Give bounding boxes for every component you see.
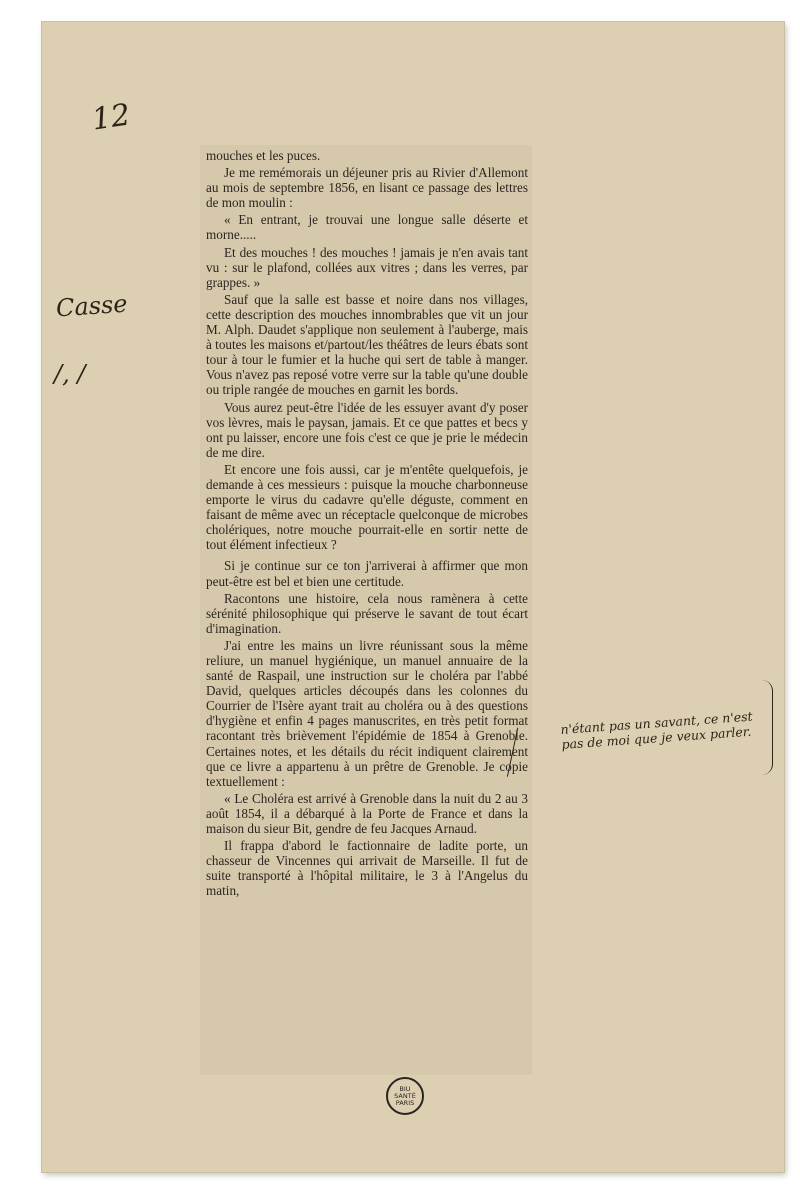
paragraph: Et des mouches ! des mouches ! jamais je n'en avais tant vu : sur le plafond, collées aux vitres ; dans les verres, par grappes. »	[206, 244, 528, 290]
stamp-line: PARIS	[395, 1098, 415, 1107]
paragraph: Racontons une histoire, cela nous ramènera à cette sérénité philosophique qui préserve le savant de tout écart d'imagination.	[206, 590, 528, 636]
paragraph: mouches et les puces.	[206, 148, 321, 163]
library-stamp	[386, 1077, 424, 1115]
stamp-line: BIU	[399, 1084, 411, 1093]
paragraph: Il frappa d'abord le factionnaire de ladite porte, un chasseur de Vincennes qui arrivait de Marseille. Il fut de suite transporté à l'hôpital militaire, le 3 à l'Angelus du matin,	[206, 838, 528, 899]
paragraph: J'ai entre les mains un livre réunissant sous la même reliure, un manuel hygiénique, un manuel annuaire de la santé de Raspail, une instruction sur le choléra par l'abbé David, quelques articles découpés dans les colonnes du Courrier de l'Isère ayant trait au choléra ou à des questions d'hygiène et enfin 4 pages manuscrites, en très petit format racontant très brièvement l'épidémie de 1854 à Grenoble. Certaines notes, et les détails du récit indiquent clairement que ce livre a appartenu à un prêtre de Grenoble. Je copie textuellement :	[206, 637, 528, 789]
paragraph: Sauf que la salle est basse et noire dans nos villages, cette description des mouches innombrables que vit un jour M. Alph. Daudet s'applique non seulement à l'auberge, mais à toutes les maisons et/partout/les théâtres de leurs ébats sont tour à tour le fumier et la huche qui sert de table à manger. Vous n'avez pas reposé votre verre sur la table qu'une double ou triple rangée de mouches en garnit les bords.	[206, 291, 528, 398]
handwritten-page-number: 12	[89, 97, 133, 138]
paragraph: « Le Choléra est arrivé à Grenoble dans la nuit du 2 au 3 août 1854, il a débarqué à la Porte de France et dans la maison du sieur Bit, gendre de feu Jacques Arnaud.	[206, 790, 528, 837]
paragraph: Je me remémorais un déjeuner pris au Rivier d'Allemont au mois de septembre 1856, en lisant ce passage des lettres de mon moulin :	[206, 165, 528, 211]
article-text	[206, 148, 528, 901]
paragraph: Et encore une fois aussi, car je m'entête quelquefois, je demande à ces messieurs : puisque la mouche charbonneuse emporte le virus du cadavre qu'elle déguste, comment en faisant de même avec un réceptacle quelconque de microbes cholériques, notre mouche pourrait-elle en sortir nette de tout élément infectieux ?	[206, 461, 528, 553]
paragraph: Vous aurez peut-être l'idée de les essuyer avant d'y poser vos lèvres, mais le paysan, jamais. Et ce que pattes et becs y ont pu laisser, encore une fois c'est ce que je prie le médecin de me dire.	[206, 399, 528, 460]
paragraph: « En entrant, je trouvai une longue salle déserte et morne.....	[206, 212, 528, 243]
handwritten-margin-mark: Casse	[55, 289, 129, 323]
handwritten-slash-marks: /, /	[54, 360, 86, 388]
stamp-line: SANTÉ	[394, 1091, 416, 1100]
paragraph: Si je continue sur ce ton j'arriverai à affirmer que mon peut-être est bel et bien une certitude.	[206, 558, 528, 589]
handwritten-correction-note: n'étant pas un savant, ce n'est pas de moi que je veux parler.	[560, 708, 753, 752]
correction-bracket-right	[762, 680, 773, 775]
